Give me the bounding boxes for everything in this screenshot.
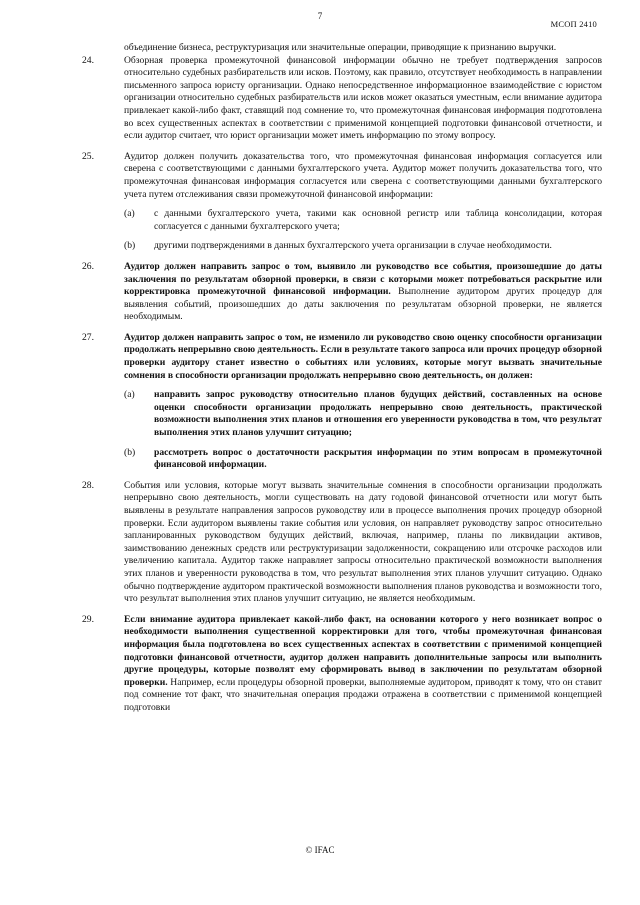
paragraph-26: [82, 260, 602, 324]
paragraph-text: События или условия, которые могут вызвать значительные сомнения в способности организации продолжать непрерывно свою деятельность, могли существовать на дату годовой финансовой отчетности или могут быть выявлены в результате направления запросов руководству или в процессе выполнения прочих процедур обзорной проверки. Если аудитором выявлены такие события или условия, он направляет руководству запрос относительно запланированных руководством будущих действий, включая, например, планы по ликвидации активов, заимствованию денежных средств или реструктуризации задолженности, сокращению или отсрочке расходов или увеличению капитала. Аудитор также направляет запросы относительно практической возможности выполнения этих планов и уверенности руководства в том, что результат выполнения этих планов улучшит ситуацию. Однако обычно подтверждение аудитором практической возможности выполнения планов руководства и возможности того, что результат выполнения этих планов улучшит ситуацию, не является необходимым.: [124, 479, 602, 605]
list-item: [124, 447, 602, 472]
list-item: [124, 240, 602, 253]
paragraph-28: [82, 479, 602, 606]
requirement-text: Аудитор должен направить запрос о том, не изменило ли руководство свою оценку способности организации продолжать непрерывно свою деятельность. Если в результате такого запроса или прочих процедур обзорной проверки аудитору станет известно о событиях или условиях, которые могут вызвать значительные сомнения в способности организации продолжать непрерывно свою деятельность, он должен:: [124, 331, 602, 381]
paragraph-number: 29.: [82, 613, 94, 625]
paragraph-text: Аудитор должен получить доказательства того, что промежуточная финансовая информация согласуется или сверена с соответствующими с данными бухгалтерского учета. Аудитор может получить доказательства того, что промежуточная финансовая информация согласуется или сверена с соответствующими данными бухгалтерского учета путем отслеживания связи промежуточной финансовой информации:: [124, 150, 602, 200]
paragraph-25: [82, 150, 602, 253]
list-item: [124, 208, 602, 233]
list-item-label: (a): [124, 208, 135, 220]
paragraph-number: 26.: [82, 260, 94, 272]
paragraph-number: 28.: [82, 479, 94, 491]
paragraph-text: Обзорная проверка промежуточной финансовой информации обычно не требует подтверждения запросов относительно судебных разбирательств или исков. Поэтому, как правило, отсутствует необходимость в направлении письменного запроса юристу организации. Однако непосредственное информационное взаимодействие с юристом организации относительно судебных разбирательств или исков может оказаться уместным, если внимание аудитора привлекает какой-либо факт, ставящий под сомнение то, что промежуточная финансовая информация подготовлена во всех существенных аспектах в соответствии с применимой концепцией подготовки финансовой отчетности, и если аудитор считает, что юрист организации может иметь информацию по этому вопросу.: [124, 54, 602, 142]
document-id: МСОП 2410: [550, 19, 597, 29]
requirement-text: Аудитор должен направить запрос о том, выявило ли руководство все события, произошедшие до даты заключения по результатам обзорной проверки, в связи с которыми может потребоваться раскрытие или корректировка промежуточной финансовой информации.: [124, 260, 602, 298]
list-item-label: (b): [124, 446, 136, 458]
document-body: [82, 42, 602, 723]
list-item-text: с данными бухгалтерского учета, такими как основной регистр или таблица консолидации, которая согласуется с данными бухгалтерского учета;: [154, 208, 602, 232]
list-item-label: (a): [124, 389, 135, 401]
list-item-text: другими подтверждениями в данных бухгалтерского учета организации в случае необходимости.: [154, 240, 552, 252]
copyright-footer: © IFAC: [305, 845, 335, 855]
paragraph-27: [82, 331, 602, 472]
paragraph-24: [82, 54, 602, 143]
list-item-text: направить запрос руководству относительно планов будущих действий, составленных на основе оценки способности организации продолжать непрерывно свою деятельность, практической возможности выполнения этих планов и отношения его уверенности руководства в том, что результат выполнения этих планов улучшит ситуацию;: [154, 389, 602, 439]
guidance-text: Выполнение аудитором других процедур для выявления событий, произошедших до даты заключения по результатам обзорной проверки, не является необходимым.: [124, 286, 602, 323]
list-item: [124, 389, 602, 439]
page-number: 7: [317, 11, 323, 21]
paragraph-number: 27.: [82, 331, 94, 343]
requirement-text: Если внимание аудитора привлекает какой-либо факт, на основании которого у него возникает вопрос о необходимости выполнения существенной корректировки для того, чтобы промежуточная финансовая информация была подготовлена во всех существенных аспектах в соответствии с применимой концепцией подготовки финансовой отчетности, аудитор должен направить дополнительные запросы или выполнить другие процедуры, которые позволят ему сформировать вывод в заключении по результатам обзорной проверки.: [124, 613, 602, 688]
paragraph-text: [124, 614, 602, 715]
guidance-text: Например, если процедуры обзорной проверки, выполняемые аудитором, приводят к тому, что он ставит под сомнение тот факт, что значительная операция продажи отражена в соответствии с применимой концепцией подготовки: [124, 676, 602, 713]
paragraph-number: 25.: [82, 150, 94, 162]
continuation-text: объединение бизнеса, реструктуризация или значительные операции, приводящие к признанию выручки.: [124, 42, 557, 53]
paragraph-number: 24.: [82, 54, 94, 66]
list-item-label: (b): [124, 240, 136, 252]
paragraph-text: [124, 261, 602, 324]
list-item-text: рассмотреть вопрос о достаточности раскрытия информации по этим вопросам в промежуточной финансовой информации.: [154, 446, 602, 471]
paragraph-29: [82, 613, 602, 715]
